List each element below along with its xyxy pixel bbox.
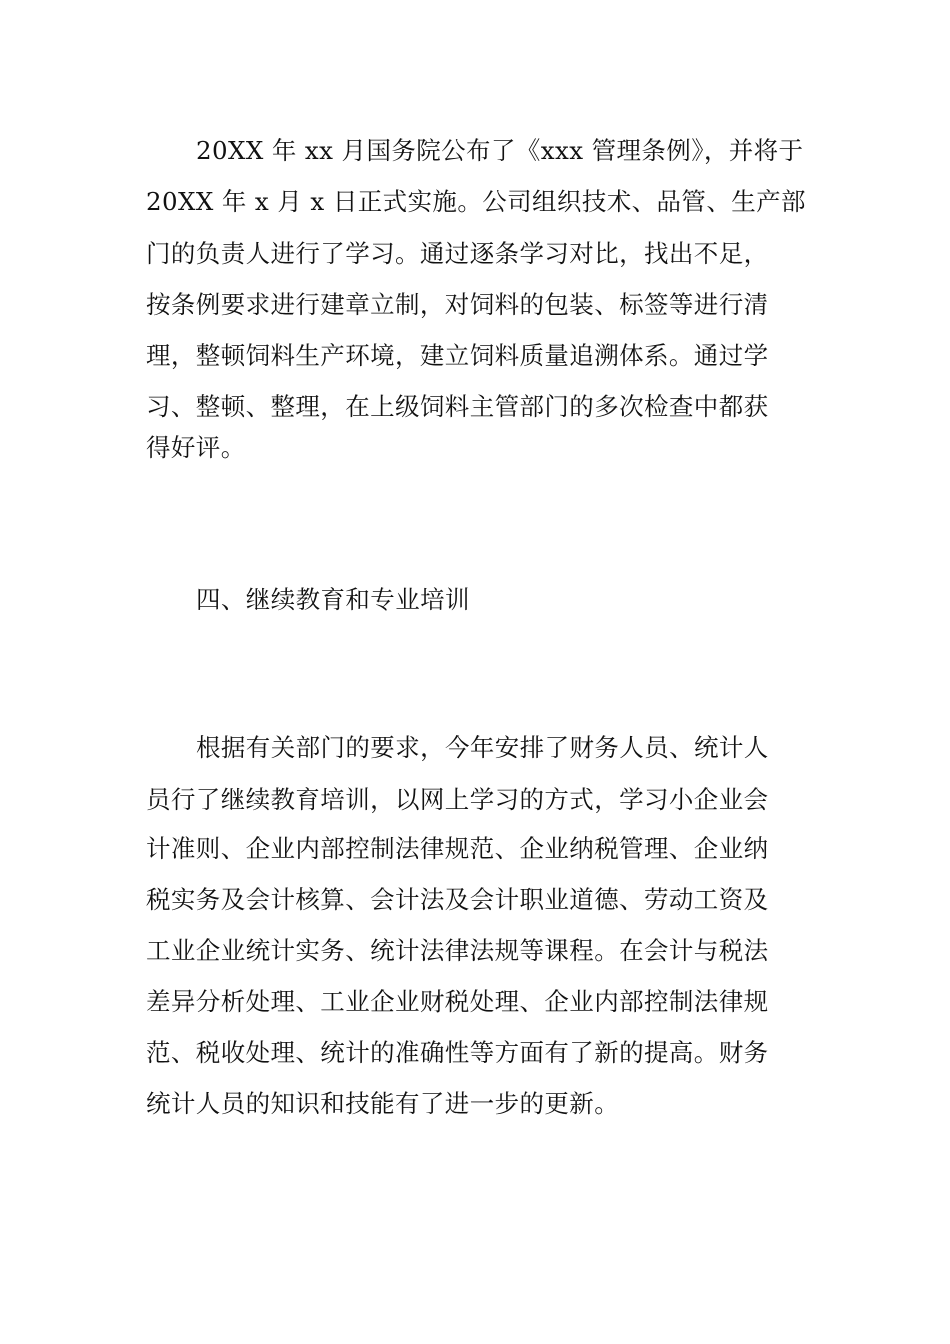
paragraph-2-line-8: 统计人员的知识和技能有了进一步的更新。 [146, 1089, 620, 1118]
paragraph-2-line-5: 工业企业统计实务、统计法律法规等课程。在会计与税法 [146, 936, 769, 965]
paragraph-1-line-6: 习、整顿、整理，在上级饲料主管部门的多次检查中都获 [146, 392, 769, 421]
section-4-heading: 四、继续教育和专业培训 [196, 585, 470, 614]
paragraph-1-line-7: 得好评。 [146, 433, 246, 462]
paragraph-1-line-5: 理，整顿饲料生产环境，建立饲料质量追溯体系。通过学 [146, 341, 769, 370]
paragraph-1-line-1: 20XX 年 xx 月国务院公布了《xxx 管理条例》，并将于 [196, 136, 804, 165]
paragraph-1-line-4: 按条例要求进行建章立制，对饲料的包装、标签等进行清 [146, 290, 769, 319]
paragraph-1-line-3: 门的负责人进行了学习。通过逐条学习对比，找出不足， [146, 239, 769, 268]
paragraph-2-line-1: 根据有关部门的要求，今年安排了财务人员、统计人 [196, 733, 769, 762]
paragraph-1-line-2: 20XX 年 x 月 x 日正式实施。公司组织技术、品管、生产部 [146, 187, 806, 216]
paragraph-2-line-7: 范、税收处理、统计的准确性等方面有了新的提高。财务 [146, 1038, 769, 1067]
paragraph-2-line-4: 税实务及会计核算、会计法及会计职业道德、劳动工资及 [146, 885, 769, 914]
paragraph-2-line-6: 差异分析处理、工业企业财税处理、企业内部控制法律规 [146, 987, 769, 1016]
paragraph-2-line-2: 员行了继续教育培训，以网上学习的方式，学习小企业会 [146, 785, 769, 814]
paragraph-2-line-3: 计准则、企业内部控制法律规范、企业纳税管理、企业纳 [146, 834, 769, 863]
